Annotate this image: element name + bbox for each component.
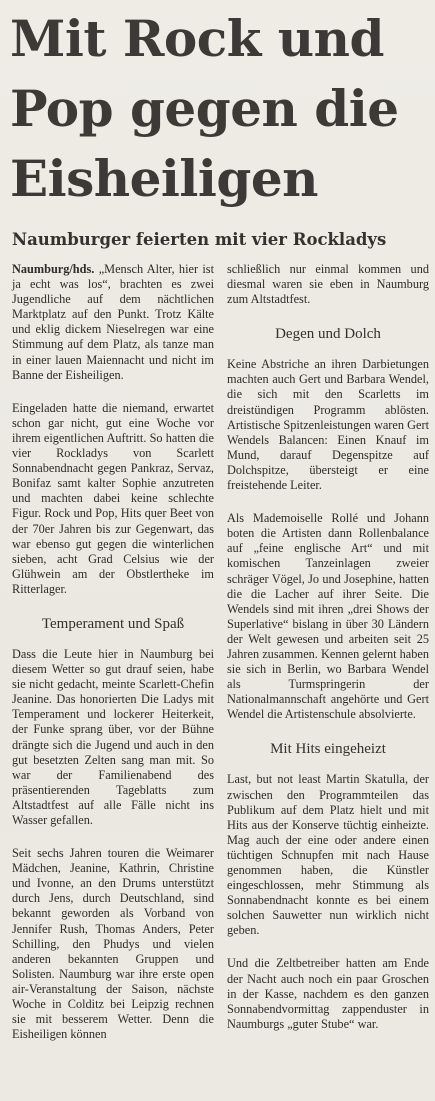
paragraph-text: „Mensch Alter, hier ist ja echt was los“, brachten es zwei Jugendliche auf dem nächtlichen Marktplatz auf den Punkt. Trotz Kälte und eklig dickem Nieselregen war eine Stimmung auf dem Platz, als tanze man in einer lauen Maiennacht und nicht im Banne der Eisheiligen.	[12, 262, 214, 382]
paragraph	[12, 262, 214, 383]
section-heading-degen: Degen und Dolch	[275, 326, 381, 343]
paragraph: Und die Zeltbetreiber hatten am Ende der Nacht auch noch ein paar Groschen in der Kasse, nachdem es den ganzen Sonnabendvormittag zappenduster in Naumburgs „guter Stube“ war.	[227, 956, 429, 1031]
paragraph: Seit sechs Jahren touren die Weimarer Mädchen, Jeanine, Kathrin, Christine und Ivonne, an den Drums unterstützt durch Jens, durch Deutschland, sind bekannt geworden als Vorband von Jennifer Rush, Thomas Anders, Peter Schilling, den Phudys und vielen anderen bekannten Gruppen und Solisten. Naumburg war ihre erste open air-Veranstaltung der Saison, nächste Woche in Colditz bei Leipzig rechnen sie mit besserem Wetter. Denn die Eisheiligen können	[12, 846, 214, 1042]
headline-line-1: Mit Rock und	[10, 9, 384, 68]
dateline: Naumburg/hds.	[12, 262, 95, 276]
headline-line-2: Pop gegen die	[10, 79, 399, 138]
paragraph: Last, but not least Martin Skatulla, der zwischen den Programmteilen das Publikum auf dem Platz hielt und mit Hits aus der Konserve tüchtig einheizte. Mag auch der eine oder andere einen tüchtigen Schnupfen mit nach Hause genommen haben, die Künstler eingeschlossen, mehr Stimmung als Sonnabendnacht konnte es bei einem solchen Sauwetter nun wirklich nicht geben.	[227, 772, 429, 938]
article-column-left	[12, 262, 214, 1060]
paragraph: Als Mademoiselle Rollé und Johann boten die Artisten dann Rollenbalance auf „feine englische Art“ und mit komischen Tanzeinlagen zweier schräger Vögel, Jo und Josephine, hatten die die Lacher auf ihrer Seite. Die Wendels sind mit ihren „drei Shows der Superlative“ bislang in über 30 Ländern der Welt gewesen und arbeiten seit 25 Jahren zusammen. Kennen gelernt haben sie sich in Berlin, wo Barbara Wendel als Turmspringerin der Nationalmannschaft angehörte und Gert Wendel die Artistenschule absolvierte.	[227, 511, 429, 722]
paragraph: Eingeladen hatte die niemand, erwartet schon gar nicht, gut eine Woche vor ihrem eigentlichen Auftritt. So hatten die vier Rockladys von Scarlett Sonnabendnacht gegen Pankraz, Servaz, Bonifaz samt kalter Sophie anzutreten und machten dabei keine schlechte Figur. Rock und Pop, Hits quer Beet von der 70er Jahren bis zur Gegenwart, das war ebenso gut gegen die winterlichen sieben, acht Grad Celsius wie der Glühwein am der Obstlertheke im Ritterlager.	[12, 400, 214, 596]
article-column-right	[227, 262, 429, 1050]
paragraph: schließlich nur einmal kommen und diesmal waren sie eben in Naumburg zum Altstadtfest.	[227, 262, 429, 307]
section-heading-hits: Mit Hits eingeheizt	[270, 741, 386, 758]
headline-line-3: Eisheiligen	[10, 149, 319, 208]
subheadline: Naumburger feierten mit vier Rockladys	[12, 230, 387, 249]
paragraph: Keine Abstriche an ihren Darbietungen machten auch Gert und Barbara Wendel, die sich mit den Scarletts im dreistündigen Programm ablösten. Artistische Spitzenleistungen waren Gert Wendels Balancen: Einen Knauf im Mund, darauf Degenspitze auf Dolchspitze, übersteigt er eine freistehende Leiter.	[227, 357, 429, 493]
headline	[10, 4, 430, 214]
paragraph: Dass die Leute hier in Naumburg bei diesem Wetter so gut drauf seien, habe sie nicht gedacht, meinte Scarlett-Chefin Jeanine. Das honorierten Die Ladys mit Temperament und lockerer Heiterkeit, der Funke sprang über, vor der Bühne drängte sich die Jugend und auch in den gut besetzten Zelten sang man mit. So war der Familienabend des präsentierenden Tageblatts zum Altstadtfest auf alle Fälle nicht ins Wasser gefallen.	[12, 646, 214, 827]
section-heading-temperament: Temperament und Spaß	[41, 615, 185, 632]
